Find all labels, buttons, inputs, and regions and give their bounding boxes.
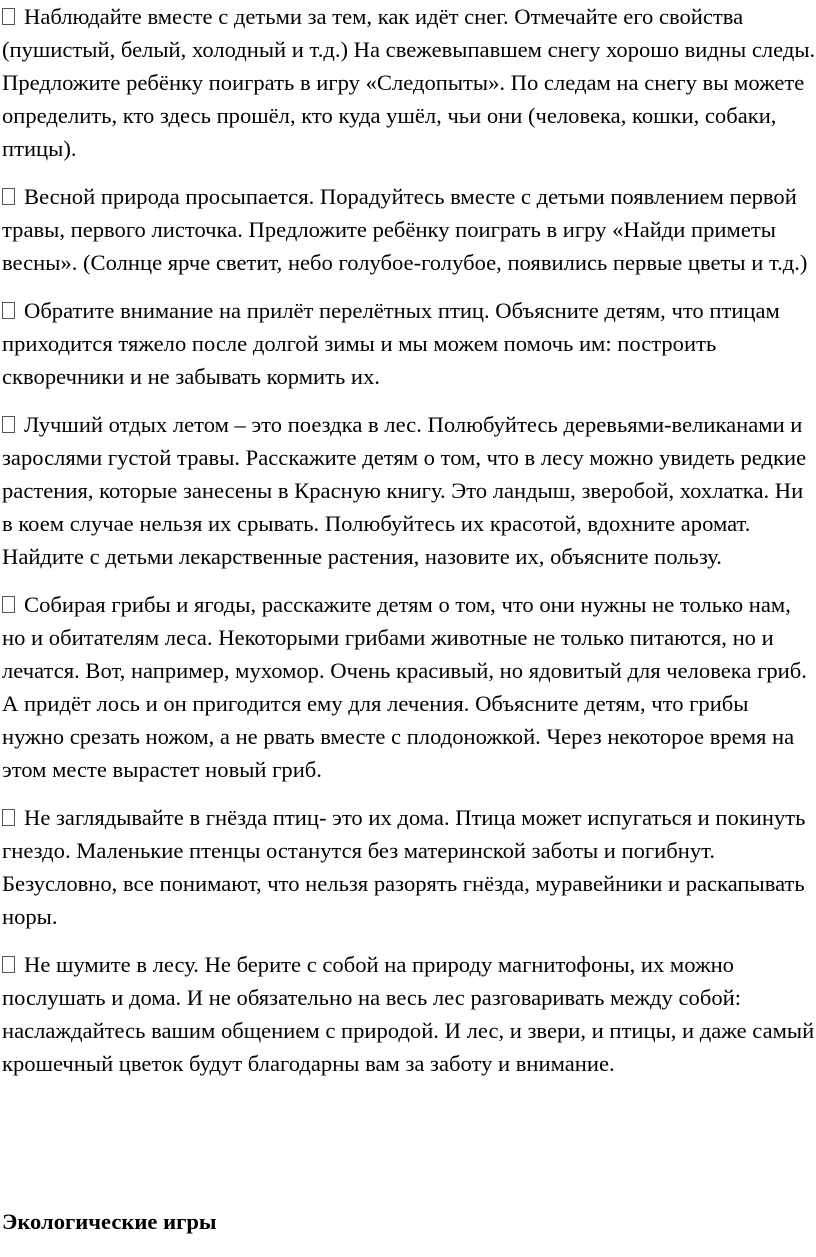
missing-glyph-box-icon <box>2 188 15 205</box>
missing-glyph-box-icon <box>2 809 15 826</box>
paragraph-nests <box>2 801 816 933</box>
paragraph-text: Не заглядывайте в гнёзда птиц- это их дома. Птица может испугаться и покинуть гнездо. Маленькие птенцы останутся без материнской заботы и погибнут. Безусловно, все понимают, что нельзя разорять гнёзда, муравейники и раскапывать норы. <box>2 805 806 929</box>
missing-glyph-box-icon <box>2 416 15 433</box>
paragraph-text: Обратите внимание на прилёт перелётных птиц. Объясните детям, что птицам приходится тяжело после долгой зимы и мы можем помочь им: построить скворечники и не забывать кормить их. <box>2 298 780 389</box>
missing-glyph-box-icon <box>2 596 15 613</box>
section-heading: Экологические игры <box>2 1209 217 1234</box>
paragraph-birds <box>2 294 816 393</box>
missing-glyph-box-icon <box>2 8 15 25</box>
paragraph-spring <box>2 180 816 279</box>
missing-glyph-box-icon <box>2 956 15 973</box>
paragraph-noise <box>2 948 816 1080</box>
paragraph-text: Весной природа просыпается. Порадуйтесь вместе с детьми появлением первой травы, первого листочка. Предложите ребёнку поиграть в игру «Найди приметы весны». (Солнце ярче светит, небо голубое-голубое, появились первые цветы и т.д.) <box>2 184 808 275</box>
paragraph-mushrooms <box>2 588 816 786</box>
paragraph-text: Наблюдайте вместе с детьми за тем, как идёт снег. Отмечайте его свойства (пушистый, белый, холодный и т.д.) На свежевыпавшем снегу хорошо видны следы. Предложите ребёнку поиграть в игру «Следопыты». По следам на снегу вы можете определить, кто здесь прошёл, кто куда ушёл, чьи они (человека, кошки, собаки, птицы). <box>2 4 816 161</box>
paragraph-text: Не шумите в лесу. Не берите с собой на природу магнитофоны, их можно послушать и дома. И не обязательно на весь лес разговаривать между собой: наслаждайтесь вашим общением с природой. И лес, и звери, и птицы, и даже самый крошечный цветок будут благодарны вам за заботу и внимание. <box>2 952 815 1076</box>
paragraph-text: Лучший отдых летом – это поездка в лес. Полюбуйтесь деревьями-великанами и зарослями густой травы. Расскажите детям о том, что в лесу можно увидеть редкие растения, которые занесены в Красную книгу. Это ландыш, зверобой, хохлатка. Ни в коем случае нельзя их срывать. Полюбуйтесь их красотой, вдохните аромат. Найдите с детьми лекарственные растения, назовите их, объясните пользу. <box>2 412 807 569</box>
paragraph-forest <box>2 408 816 573</box>
missing-glyph-box-icon <box>2 302 15 319</box>
paragraph-snow <box>2 0 816 165</box>
paragraph-text: Собирая грибы и ягоды, расскажите детям о том, что они нужны не только нам, но и обитателям леса. Некоторыми грибами животные не только питаются, но и лечатся. Вот, например, мухомор. Очень красивый, но ядовитый для человека гриб. А придёт лось и он пригодится ему для лечения. Объясните детям, что грибы нужно срезать ножом, а не рвать вместе с плодоножкой. Через некоторое время на этом месте вырастет новый гриб. <box>2 592 807 782</box>
